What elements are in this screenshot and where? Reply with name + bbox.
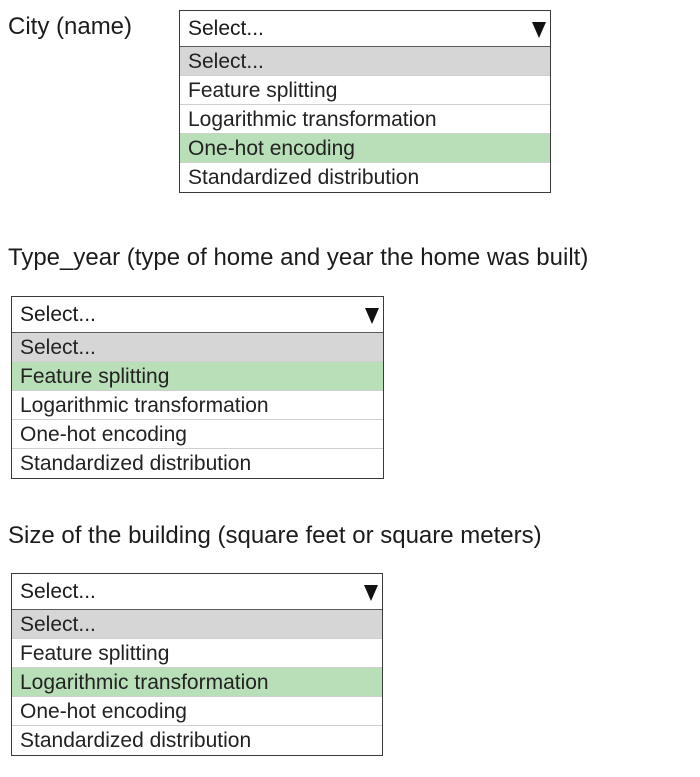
type-year-option-select[interactable]: Select... xyxy=(12,333,383,362)
type-year-select[interactable] xyxy=(12,297,383,333)
type-year-option-feature-splitting[interactable]: Feature splitting xyxy=(12,362,383,391)
type-year-select-value: Select... xyxy=(20,303,96,326)
city-label: City (name) xyxy=(8,13,133,40)
city-option-logarithmic-transformation[interactable]: Logarithmic transformation xyxy=(180,105,550,134)
size-option-select[interactable]: Select... xyxy=(12,610,382,639)
type-year-option-logarithmic-transformation[interactable]: Logarithmic transformation xyxy=(12,391,383,420)
size-select-value: Select... xyxy=(20,580,96,603)
size-select[interactable] xyxy=(12,574,382,610)
city-dropdown[interactable] xyxy=(179,10,551,193)
city-select-value: Select... xyxy=(188,17,264,40)
chevron-down-icon[interactable] xyxy=(532,22,546,38)
size-option-one-hot-encoding[interactable]: One-hot encoding xyxy=(12,697,382,726)
city-option-one-hot-encoding[interactable]: One-hot encoding xyxy=(180,134,550,163)
type-year-option-standardized-distribution[interactable]: Standardized distribution xyxy=(20,452,252,475)
type-year-option-one-hot-encoding[interactable]: One-hot encoding xyxy=(12,420,383,449)
size-dropdown[interactable] xyxy=(11,573,383,756)
size-option-standardized-distribution[interactable]: Standardized distribution xyxy=(20,729,252,752)
city-option-feature-splitting[interactable]: Feature splitting xyxy=(180,76,550,105)
city-option-standardized-distribution[interactable]: Standardized distribution xyxy=(188,166,420,189)
city-option-select[interactable]: Select... xyxy=(180,47,550,76)
size-option-logarithmic-transformation[interactable]: Logarithmic transformation xyxy=(12,668,382,697)
size-label: Size of the building (square feet or square meters) xyxy=(8,522,542,549)
chevron-down-icon[interactable] xyxy=(365,308,379,324)
city-select[interactable] xyxy=(180,11,550,47)
chevron-down-icon[interactable] xyxy=(364,585,378,601)
type-year-label: Type_year (type of home and year the home was built) xyxy=(8,244,589,271)
size-option-feature-splitting[interactable]: Feature splitting xyxy=(12,639,382,668)
type-year-dropdown[interactable] xyxy=(11,296,384,479)
